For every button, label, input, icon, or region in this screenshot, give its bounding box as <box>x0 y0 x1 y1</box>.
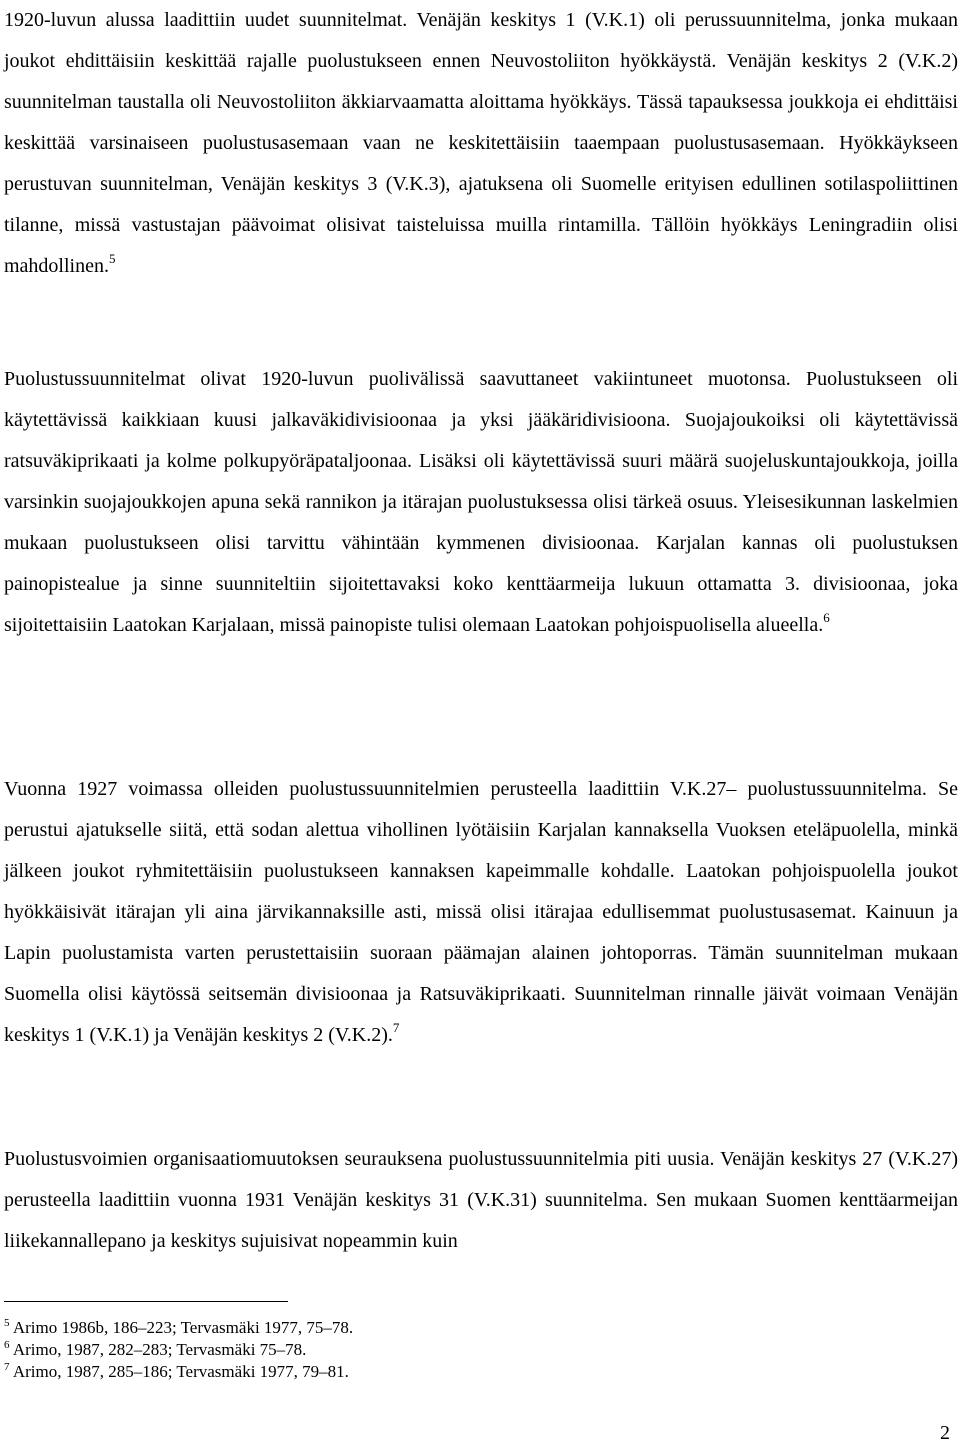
footnote-number: 5 <box>4 1317 10 1329</box>
footnote-6 <box>4 1339 958 1361</box>
paragraph-text: Puolustussuunnitelmat olivat 1920-luvun puolivälissä saavuttaneet vakiintuneet muotonsa. Puolustukseen oli käytettävissä kaikkiaan kuusi jalkaväkidivisioonaa ja yksi jääkäridivisioona. Suojajoukoiksi oli käytettävissä ratsuväkiprikaati ja kolme polkupyöräpataljoonaa. Lisäksi oli käytettävissä suuri määrä suojeluskuntajoukkoja, joilla varsinkin suojajoukkojen apuna sekä rannikon ja itärajan puolustuksessa olisi tärkeä osuus. Yleisesikunnan laskelmien mukaan puolustukseen olisi tarvittu vähintään kymmenen divisioonaa. Karjalan kannas oli puolustuksen painopistealue ja sinne suunniteltiin sijoitettavaksi koko kenttäarmeija lukuun ottamatta 3. divisioonaa, joka sijoitettaisiin Laatokan Karjalaan, missä painopiste tulisi olemaan Laatokan pohjoispuolisella alueella. <box>4 368 958 636</box>
footnote-number: 7 <box>4 1361 10 1373</box>
paragraph-vk31-plan <box>4 1139 958 1262</box>
paragraph-vk27-plan <box>4 769 958 1056</box>
footnote-ref: 5 <box>108 251 116 266</box>
footnotes <box>4 1317 958 1383</box>
paragraph-text: Puolustusvoimien organisaatiomuutoksen seurauksena puolustussuunnitelmia piti uusia. Venäjän keskitys 27 (V.K.27) perusteella laadittiin vuonna 1931 Venäjän keskitys 31 (V.K.31) suunnitelma. Sen mukaan Suomen kenttäarmeijan liikekannallepano ja keskitys sujuisivat nopeammin kuin <box>4 1148 958 1252</box>
paragraph-defense-plans <box>4 359 958 646</box>
footnote-5 <box>4 1317 958 1339</box>
footnote-ref: 7 <box>392 1020 400 1035</box>
footnote-ref: 6 <box>823 610 830 625</box>
paragraph-text: 1920-luvun alussa laadittiin uudet suunnitelmat. Venäjän keskitys 1 (V.K.1) oli perussuunnitelma, jonka mukaan joukot ehdittäisiin keskittää rajalle puolustukseen ennen Neuvostoliiton hyökkäystä. Venäjän keskitys 2 (V.K.2) suunnitelman taustalla oli Neuvostoliiton äkkiarvaamatta aloittama hyökkäys. Tässä tapauksessa joukkoja ei ehdittäisi keskittää varsinaiseen puolustusasemaan vaan ne keskitettäisiin taaempaan puolustusasemaan. Hyökkäykseen perustuvan suunnitelman, Venäjän keskitys 3 (V.K.3), ajatuksena oli Suomelle erityisen edullinen sotilaspoliittinen tilanne, missä vastustajan päävoimat olisivat taisteluissa muilla rintamilla. Tällöin hyökkäys Leningradiin olisi mahdollinen. <box>4 9 958 277</box>
footnote-text: Arimo, 1987, 282–283; Tervasmäki 75–78. <box>12 1340 307 1359</box>
footnote-separator <box>4 1301 288 1302</box>
footnote-text: Arimo, 1987, 285–186; Tervasmäki 1977, 79–81. <box>12 1362 349 1381</box>
page-number: 2 <box>940 1422 950 1444</box>
footnote-7 <box>4 1361 958 1383</box>
paragraph-keskitys-plans <box>4 0 958 287</box>
paragraph-text: Vuonna 1927 voimassa olleiden puolustussuunnitelmien perusteella laadittiin V.K.27– puolustussuunnitelma. Se perustui ajatukselle siitä, että sodan alettua vihollinen lyötäisiin Karjalan kannaksella Vuoksen eteläpuolella, minkä jälkeen joukot ryhmitettäisiin puolustukseen kannaksen kapeimmalle kohdalle. Laatokan pohjoispuolella joukot hyökkäisivät itärajan yli aina järvikannaksille asti, missä olisi itärajaa edullisemmat puolustusasemat. Kainuun ja Lapin puolustamista varten perustettaisiin suoraan päämajan alainen johtoporras. Tämän suunnitelman mukaan Suomella olisi käytössä seitsemän divisioonaa ja Ratsuväkiprikaati. Suunnitelman rinnalle jäivät voimaan Venäjän keskitys 1 (V.K.1) ja Venäjän keskitys 2 (V.K.2). <box>4 778 958 1046</box>
footnote-text: Arimo 1986b, 186–223; Tervasmäki 1977, 75–78. <box>12 1318 354 1337</box>
footnote-number: 6 <box>4 1339 10 1351</box>
